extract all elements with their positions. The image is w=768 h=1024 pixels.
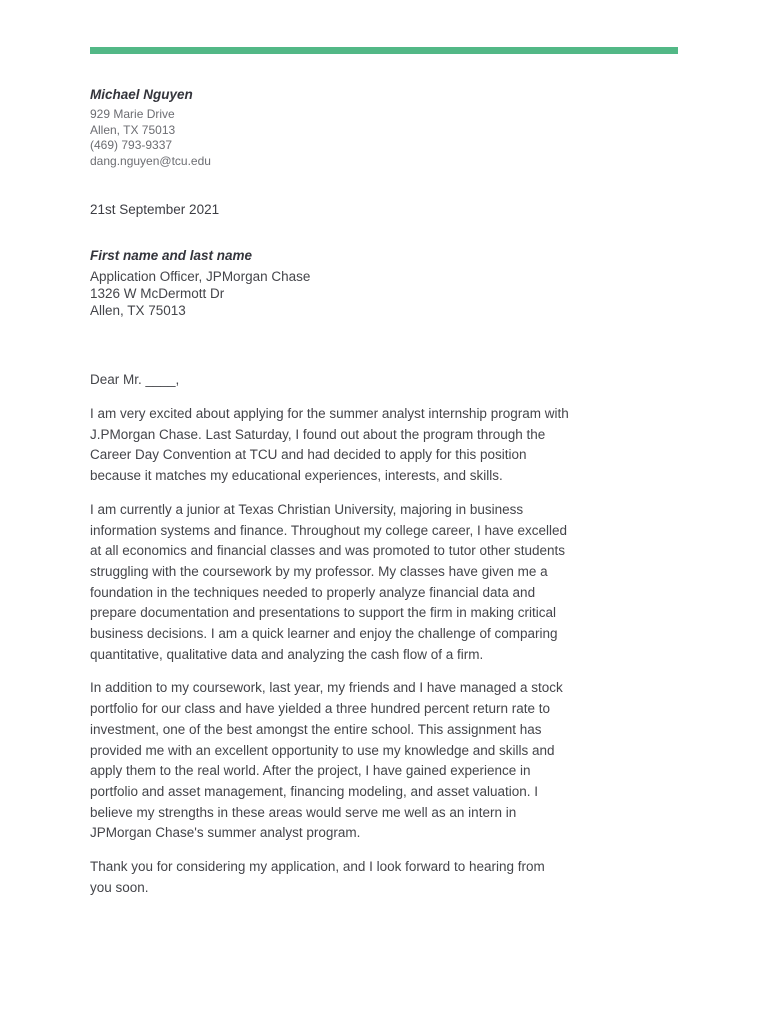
sender-street: 929 Marie Drive <box>90 107 175 121</box>
recipient-city: Allen, TX 75013 <box>90 303 186 318</box>
recipient-name: First name and last name <box>90 248 253 263</box>
paragraph-closing: Thank you for considering my application, and I look forward to hearing from you soon. <box>90 859 545 895</box>
recipient-title: Application Officer, JPMorgan Chase <box>90 269 311 284</box>
sender-block <box>90 86 211 169</box>
paragraph-education: I am currently a junior at Texas Christian University, majoring in business information systems and finance. Throughout my college career, I have excelled at all economics and financial classes and was promoted to tutor other students struggling with the coursework by my professor. My classes have given me a foundation in the techniques needed to properly analyze financial data and prepare documentation and presentations to support the firm in making critical business decisions. I am a quick learner and enjoy the challenge of comparing quantitative, qualitative data and analyzing the cash flow of a firm. <box>90 501 568 662</box>
header-accent-bar <box>90 47 678 54</box>
recipient-block <box>90 247 310 319</box>
letter-body <box>90 371 570 911</box>
paragraph-intro: I am very excited about applying for the summer analyst internship program with J.PMorgan Chase. Last Saturday, I found out about the program through the Career Day Convention at TCU and had decided to apply for this position because it matches my educational experiences, interests, and skills. <box>90 406 569 484</box>
paragraph-experience: In addition to my coursework, last year, my friends and I have managed a stock portfolio for our class and have yielded a three hundred percent return rate to investment, one of the best amongst the entire school. This assignment has provided me with an excellent opportunity to use my knowledge and skills and apply them to the real world. After the project, I have gained experience in portfolio and asset management, financing modeling, and asset valuation. I believe my strengths in these areas would serve me well as an intern in JPMorgan Chase's summer analyst program. <box>90 680 563 841</box>
letter-date: 21st September 2021 <box>90 202 220 217</box>
sender-email: dang.nguyen@tcu.edu <box>90 153 211 168</box>
sender-name: Michael Nguyen <box>90 87 193 102</box>
sender-city: Allen, TX 75013 <box>90 122 176 137</box>
sender-phone: (469) 793-9337 <box>90 138 173 152</box>
recipient-street: 1326 W McDermott Dr <box>90 286 225 301</box>
salutation: Dear Mr. ____, <box>90 372 180 387</box>
